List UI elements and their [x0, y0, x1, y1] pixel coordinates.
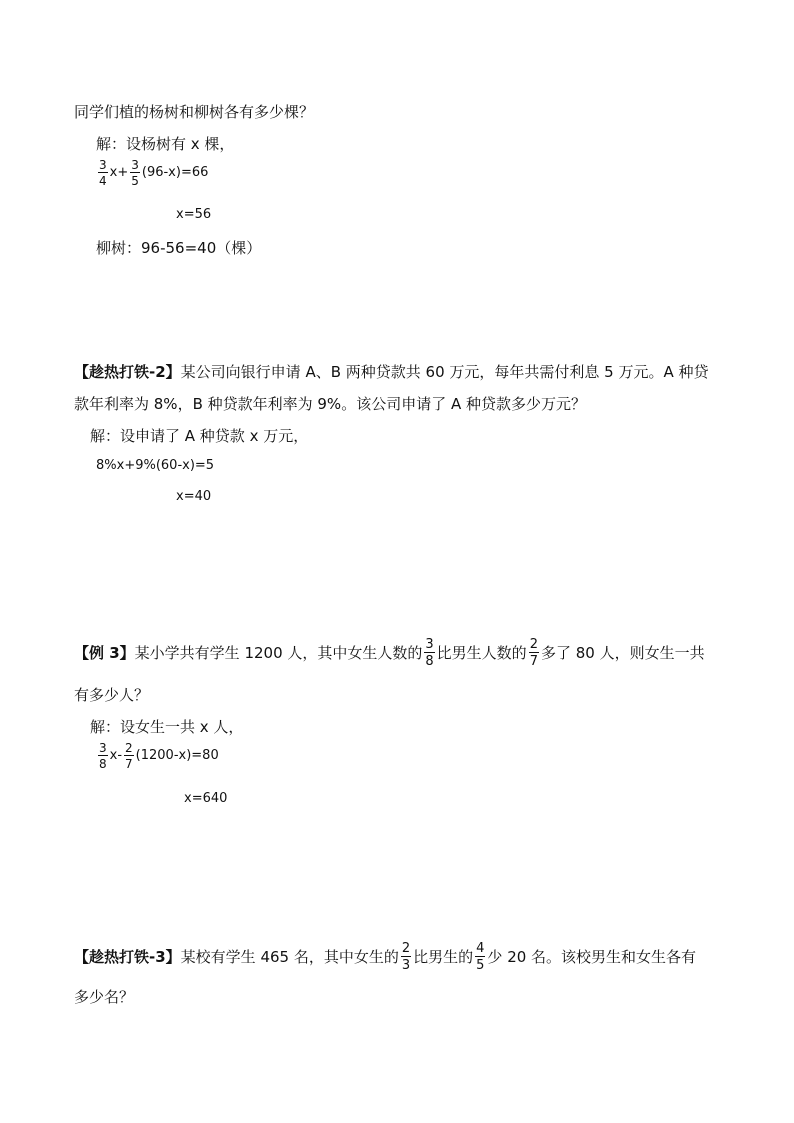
fraction: $\frac{3}{8}$: [99, 741, 107, 771]
result-1: x=56: [176, 207, 212, 222]
equation-3: $\frac{3}{8}$ x- $\frac{2}{7}$ (1200-x)=80: [99, 741, 219, 771]
equation-2: 8%x+9%(60-x)=5: [96, 458, 215, 473]
fraction: $\frac{3}{4}$: [99, 158, 107, 188]
problem-4-line-1: 【趁热打铁-3】 某校有学生 465 名，其中女生的 $\frac{2}{3}$ 比男生的 $\frac{4}{5}$ 少 20 名。该校男生和女生各有: [74, 941, 697, 973]
fraction: $\frac{2}{7}$: [125, 741, 133, 771]
solution-intro-2: 解：设申请了 A 种贷款 x 万元，: [90, 427, 309, 445]
result-3: x=640: [184, 791, 228, 806]
solution-intro-1: 解：设杨树有 x 棵，: [96, 135, 235, 153]
willow-answer: 柳树：96-56=40（棵）: [96, 239, 262, 257]
solution-intro-3: 解：设女生一共 x 人，: [90, 718, 244, 736]
problem-2-line-1: 【趁热打铁-2】某公司向银行申请 A、B 两种贷款共 60 万元，每年共需付利息 5 万元。A 种贷: [74, 363, 709, 381]
fraction: $\frac{3}{8}$: [425, 637, 434, 669]
question-tail-1: 同学们植的杨树和柳树各有多少棵？: [74, 103, 315, 121]
result-2: x=40: [176, 489, 212, 504]
fraction: $\frac{4}{5}$: [476, 941, 485, 973]
problem-3-line-1: 【例 3】 某小学共有学生 1200 人，其中女生人数的 $\frac{3}{8}$ 比男生人数的 $\frac{2}{7}$ 多了 80 人，则女生一共: [74, 637, 705, 669]
fraction: $\frac{2}{7}$: [529, 637, 538, 669]
fraction: $\frac{2}{3}$: [401, 941, 411, 973]
problem-4-line-2: 多少名？: [74, 988, 135, 1006]
problem-3-line-2: 有多少人？: [74, 686, 150, 704]
equation-1: $\frac{3}{4}$ x+ $\frac{3}{5}$ (96-x)=66: [99, 158, 209, 188]
fraction: $\frac{3}{5}$: [131, 158, 139, 188]
problem-2-line-2: 款年利率为 8%，B 种贷款年利率为 9%。该公司申请了 A 种贷款多少万元？: [74, 395, 586, 413]
